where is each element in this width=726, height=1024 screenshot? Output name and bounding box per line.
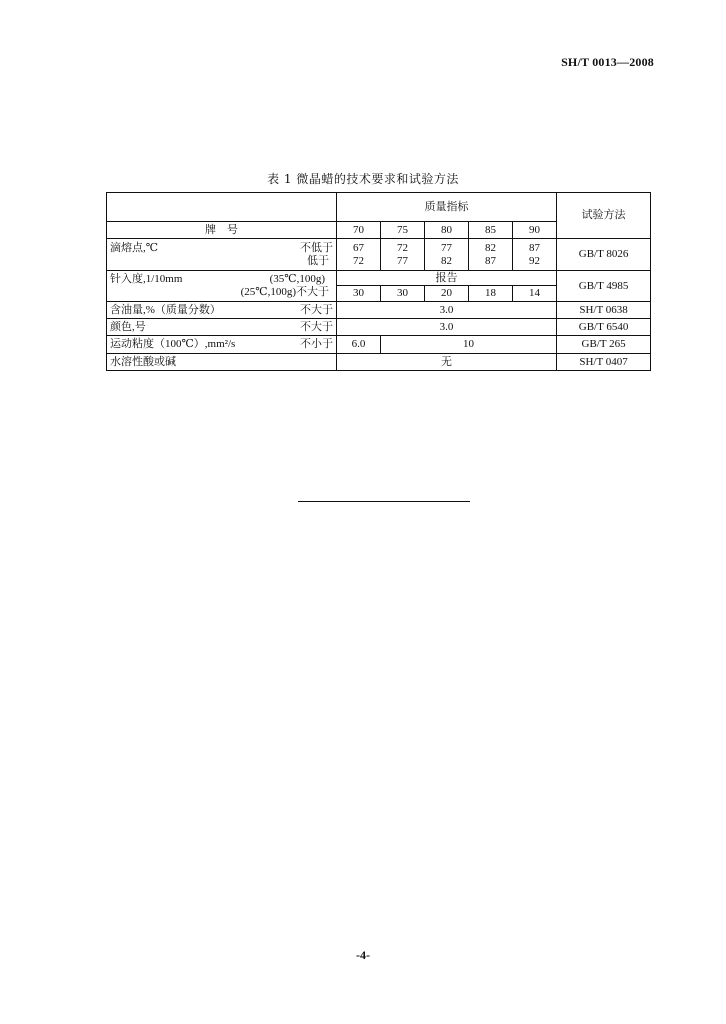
table-row-color — [107, 319, 651, 336]
drop-melting-label: 滴熔点,℃ — [110, 241, 159, 254]
penetration-70: 30 — [337, 286, 381, 302]
color-label: 颜色,号 — [110, 320, 146, 333]
penetration-report: 报告 — [337, 271, 557, 286]
table-row-water-acid — [107, 354, 651, 371]
header-blank-cell — [107, 193, 337, 222]
standard-code: SH/T 0013—2008 — [561, 55, 654, 69]
spec-table — [106, 192, 651, 371]
end-rule — [298, 501, 470, 502]
drop-melting-label-cell — [107, 239, 337, 271]
water-acid-method: SH/T 0407 — [557, 354, 651, 371]
table-row-penetration-35 — [107, 271, 651, 286]
table-row-drop-melting — [107, 239, 651, 271]
table-caption: 表 1 微晶蜡的技术要求和试验方法 — [267, 172, 459, 186]
color-label-cell — [107, 319, 337, 336]
drop-melting-85: 82 87 — [469, 239, 513, 271]
penetration-90: 14 — [513, 286, 557, 302]
penetration-label: 针入度,1/10mm — [110, 273, 183, 285]
color-value: 3.0 — [337, 319, 557, 336]
water-acid-value: 无 — [337, 354, 557, 371]
penetration-85: 18 — [469, 286, 513, 302]
viscosity-label-cell — [107, 336, 337, 354]
drop-melting-max-label: 低于 — [307, 254, 329, 267]
drop-melting-method: GB/T 8026 — [557, 239, 651, 271]
penetration-cond-25: (25℃,100g)不大于 — [240, 286, 329, 298]
penetration-80: 20 — [425, 286, 469, 302]
color-method: GB/T 6540 — [557, 319, 651, 336]
table-header-row — [107, 193, 651, 222]
water-acid-label: 水溶性酸或碱 — [107, 354, 337, 371]
drop-melting-min-label: 不低于 — [300, 241, 333, 254]
color-limit: 不大于 — [300, 320, 333, 333]
page-number: -4- — [356, 948, 370, 962]
drop-melting-70: 67 72 — [337, 239, 381, 271]
viscosity-method: GB/T 265 — [557, 336, 651, 354]
grade-70: 70 — [337, 222, 381, 239]
table-row-oil-content — [107, 302, 651, 319]
grade-90: 90 — [513, 222, 557, 239]
oil-content-method: SH/T 0638 — [557, 302, 651, 319]
method-header: 试验方法 — [557, 193, 651, 239]
table-row-viscosity — [107, 336, 651, 354]
drop-melting-90: 87 92 — [513, 239, 557, 271]
quality-header: 质量指标 — [337, 193, 557, 222]
viscosity-value-rest: 10 — [381, 336, 557, 354]
grade-75: 75 — [381, 222, 425, 239]
oil-content-limit: 不大于 — [300, 303, 333, 316]
penetration-75: 30 — [381, 286, 425, 302]
oil-content-value: 3.0 — [337, 302, 557, 319]
viscosity-value-70: 6.0 — [337, 336, 381, 354]
oil-content-label: 含油量,%（质量分数） — [110, 303, 221, 316]
penetration-label-cell — [107, 271, 337, 302]
grade-80: 80 — [425, 222, 469, 239]
viscosity-limit: 不小于 — [300, 338, 333, 350]
viscosity-label: 运动粘度（100℃）,mm²/s — [110, 338, 236, 350]
drop-melting-80: 77 82 — [425, 239, 469, 271]
drop-melting-75: 72 77 — [381, 239, 425, 271]
penetration-cond-35: (35℃,100g) — [269, 273, 325, 285]
grade-label: 牌 号 — [107, 222, 337, 239]
penetration-method: GB/T 4985 — [557, 271, 651, 302]
oil-content-label-cell — [107, 302, 337, 319]
grade-85: 85 — [469, 222, 513, 239]
